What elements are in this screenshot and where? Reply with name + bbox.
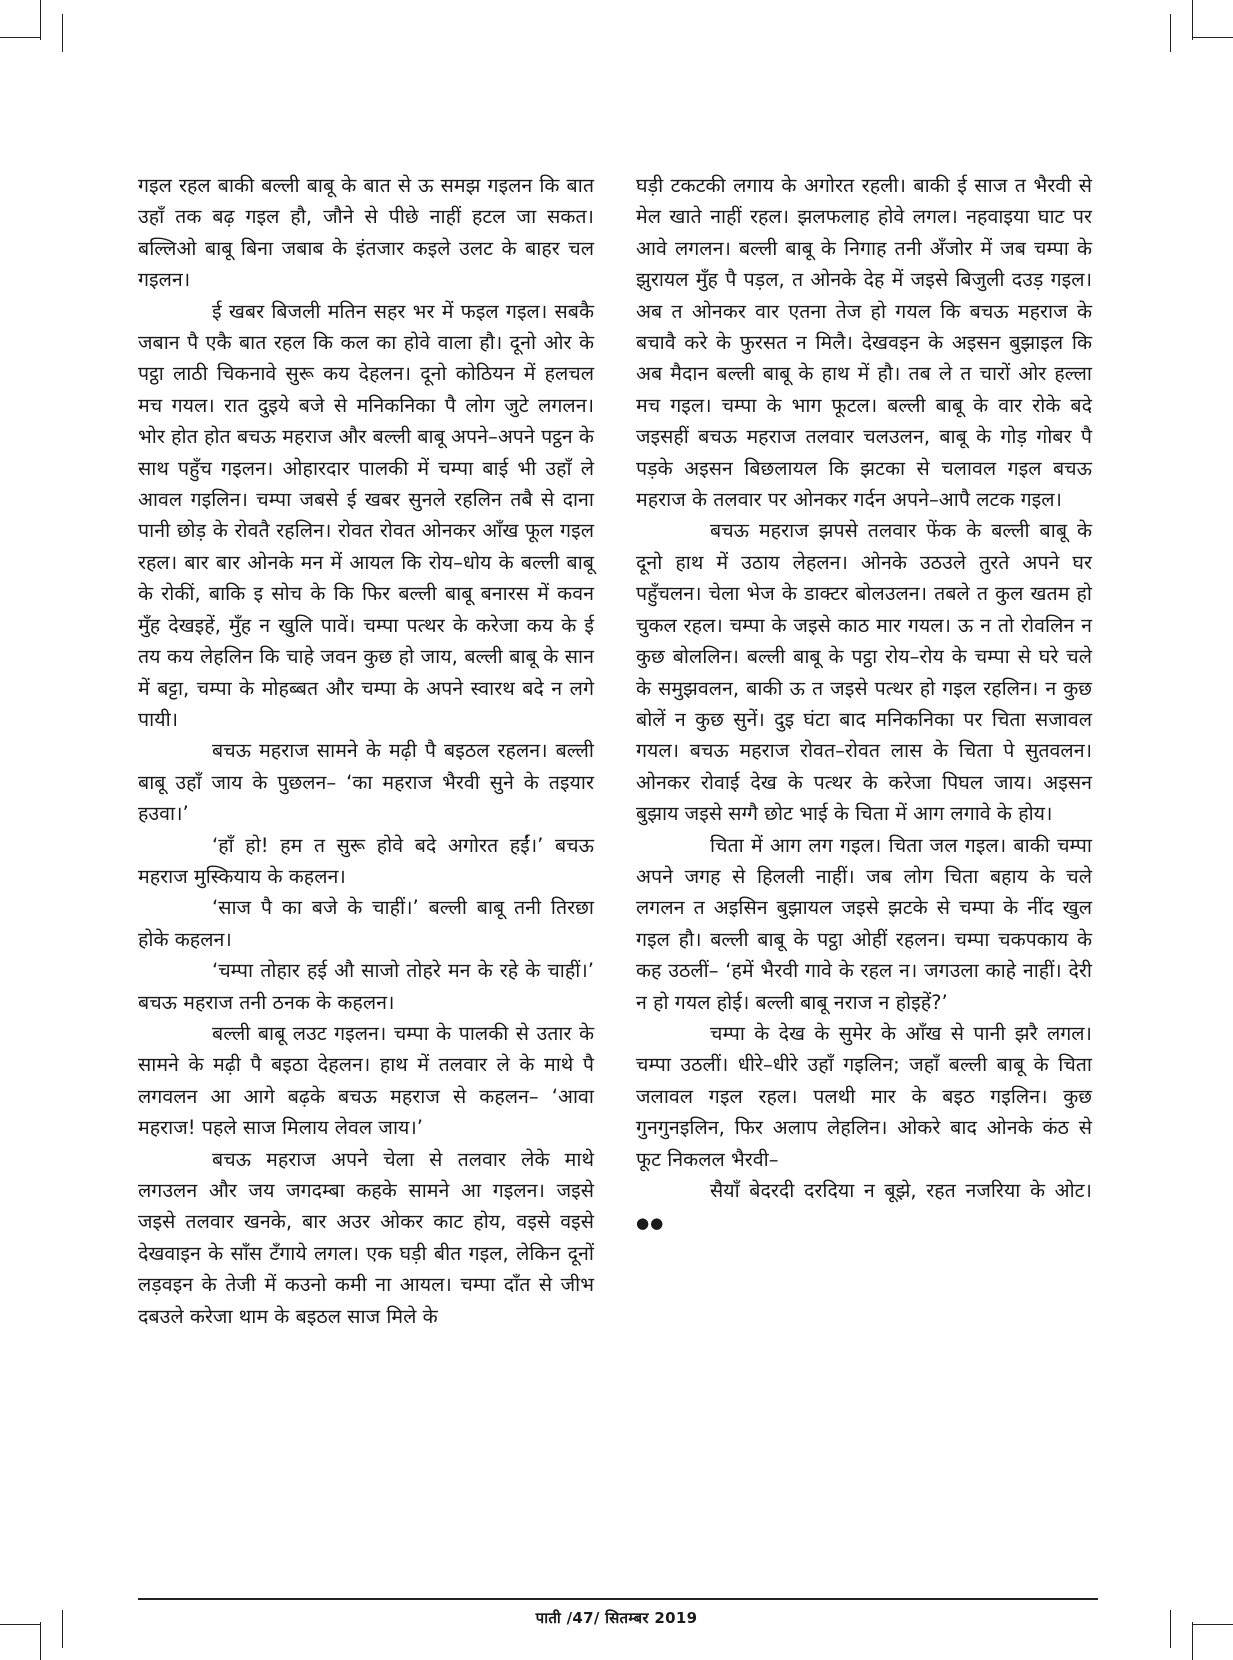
paragraph: ‘हाँ हो! हम त सुरू होवे बदे अगोरत हईं।’ बचऊ महराज मुस्कियाय के कहलन। (138, 833, 594, 888)
crop-mark-top-left-h (0, 37, 40, 38)
crop-mark-top-right-v1 (1192, 0, 1193, 40)
paragraph: ‘साज पै का बजे के चाहीं।’ बल्ली बाबू तनी तिरछा होके कहलन। (138, 896, 594, 951)
closing-paragraph (636, 1175, 1092, 1240)
crop-mark-top-right-v2 (1170, 14, 1171, 52)
crop-mark-top-right-h (1193, 37, 1233, 38)
paragraph: चिता में आग लग गइल। चिता जल गइल। बाकी चम्पा अपने जगह से हिलली नाहीं। जब लोग चिता बहाय के चले लगलन त अइसिन बुझायल जइसे झटके से चम्पा के नींद खुल गइल हौ। बल्ली बाबू के पट्ठा ओहीं रहलन। चम्पा चकपकाय के कह उठलीं– ‘हमें भैरवी गावे के रहल न। जगउला काहे नाहीं। देरी न हो गयल होई। बल्ली बाबू नराज न होइहें?’ (636, 833, 1092, 1014)
crop-mark-top-left-v2 (62, 14, 63, 52)
paragraph: ई खबर बिजली मतिन सहर भर में फइल गइल। सबकै जबान पै एकै बात रहल कि कल का होवे वाला हौ। दूनो ओर के पट्ठा लाठी चिकनावे सुरू कय देहलन। दूनो कोठियन में हलचल मच गयल। रात दुइये बजे से मनिकनिका पै लोग जुटे लगलन। भोर होत होत बचऊ महराज और बल्ली बाबू अपने–अपने पट्ठन के साथ पहुँच गइलन। ओहारदार पालकी में चम्पा बाई भी उहाँ ले आवल गइलिन। चम्पा जबसे ई खबर सुनले रहलिन तबै से दाना पानी छोड़ के रोवतै रहलिन। रोवत रोवत ओनकर आँख फूल गइल रहल। बार बार ओनके मन में आयल कि रोय–धोय के बल्ली बाबू के रोकीं, बाकि इ सोच के कि फिर बल्ली बाबू बनारस में कवन मुँह देखइहें, मुँह न खुलि पावें। चम्पा पत्थर के करेजा कय के ई तय कय लेहलिन कि चाहे जवन कुछ हो जाय, बल्ली बाबू के सान में बट्टा, चम्पा के मोहब्बत और चम्पा के अपने स्वारथ बदे न लगे पायी। (138, 299, 594, 731)
paragraph: ‘चम्पा तोहार हई औ साजो तोहरे मन के रहे के चाहीं।’ बचऊ महराज तनी ठनक के कहलन। (138, 959, 594, 1014)
page-folio: पाती /47/ सितम्बर 2019 (535, 1609, 698, 1627)
footer-rule (138, 1598, 1098, 1600)
paragraph: घड़ी टकटकी लगाय के अगोरत रहली। बाकी ई साज त भैरवी से मेल खाते नाहीं रहल। झलफलाह होवे लगल। नहवाइया घाट पर आवे लगलन। बल्ली बाबू के निगाह तनी अँजोर में जब चम्पा के झुरायल मुँह पै पड़ल, त ओनके देह में जइसे बिजुली दउड़ गइल। अब त ओनकर वार एतना तेज हो गयल कि बचऊ महराज के बचावै करे के फुरसत न मिलै। देखवइन के अइसन बुझाइल कि अब मैदान बल्ली बाबू के हाथ में हौ। तब ले त चारों ओर हल्ला मच गइल। चम्पा के भाग फूटल। बल्ली बाबू के वार रोके बदे जइसहीं बचऊ महराज तलवार चलउलन, बाबू के गोड़ गोबर पै पड़के अइसन बिछलायल कि झटका से चलावल गइल बचऊ महराज के तलवार पर ओनकर गर्दन अपने–आपै लटक गइल। (636, 174, 1092, 512)
paragraph: गइल रहल बाकी बल्ली बाबू के बात से ऊ समझ गइलन कि बात उहाँ तक बढ़ गइल हौ, जौने से पीछे नाहीं हटल जा सकत। बल्लिओ बाबू बिना जबाब के इंतजार कइले उलट के बाहर चल गइलन। (138, 174, 594, 292)
crop-mark-top-left-v1 (40, 0, 41, 40)
paragraph: बचऊ महराज सामने के मढ़ी पै बइठल रहलन। बल्ली बाबू उहाँ जाय के पुछलन– ‘का महराज भैरवी सुने के तइयार हउवा।’ (138, 739, 594, 826)
closing-verse: सैयाँ बेदरदी दरदिया न बूझे, रहत नजरिया के ओट। (710, 1179, 1092, 1202)
right-column (636, 170, 1092, 1240)
left-column (138, 170, 594, 1332)
paragraph: चम्पा के देख के सुमेर के आँख से पानी झरै लगल। चम्पा उठलीं। धीरे–धीरे उहाँ गइलिन; जहाँ बल्ली बाबू के चिता जलावल गइल रहल। पलथी मार के बइठ गइलिन। कुछ गुनगुनइलिन, फिर अलाप लेहलिन। ओकरे बाद ओनके कंठ से फूट निकलल भैरवी– (636, 1021, 1092, 1171)
paragraph: बचऊ महराज अपने चेला से तलवार लेके माथे लगउलन और जय जगदम्बा कहके सामने आ गइलन। जइसे जइसे तलवार खनके, बार अउर ओकर काट होय, वइसे वइसे देखवाइन के साँस टँगाये लगल। एक घड़ी बीत गइल, लेकिन दूनों लड़वइन के तेजी में कउनो कमी ना आयल। चम्पा दाँत से जीभ दबउले करेजा थाम के बइठल साज मिले के (138, 1147, 594, 1328)
paragraph: बचऊ महराज झपसे तलवार फेंक के बल्ली बाबू के दूनो हाथ में उठाय लेहलन। ओनके उठउले तुरते अपने घर पहुँचलन। चेला भेज के डाक्टर बोलउलन। तबले त कुल खतम हो चुकल रहल। चम्पा के जइसे काठ मार गयल। ऊ न तो रोवलिन न कुछ बोललिन। बल्ली बाबू के पट्ठा रोय–रोय के चम्पा से घरे चले के समुझवलन, बाकी ऊ त जइसे पत्थर हो गइल रहलिन। न कुछ बोलें न कुछ सुनें। दुइ घंटा बाद मनिकनिका पर चिता सजावल गयल। बचऊ महराज रोवत–रोवत लास के चिता पे सुतवलन। ओनकर रोवाई देख के पत्थर के करेजा पिघल जाय। अइसन बुझाय जइसे सग्गै छोट भाई के चिता में आग लगावे के होय। (636, 519, 1092, 826)
end-mark: ●● (636, 1214, 665, 1233)
paragraph: बल्ली बाबू लउट गइलन। चम्पा के पालकी से उतार के सामने के मढ़ी पै बइठा देहलन। हाथ में तलवार ले के माथे पै लगवलन आ आगे बढ़के बचऊ महराज से कहलन– ‘आवा महराज! पहले साज मिलाय लेवल जाय।’ (138, 1021, 594, 1140)
